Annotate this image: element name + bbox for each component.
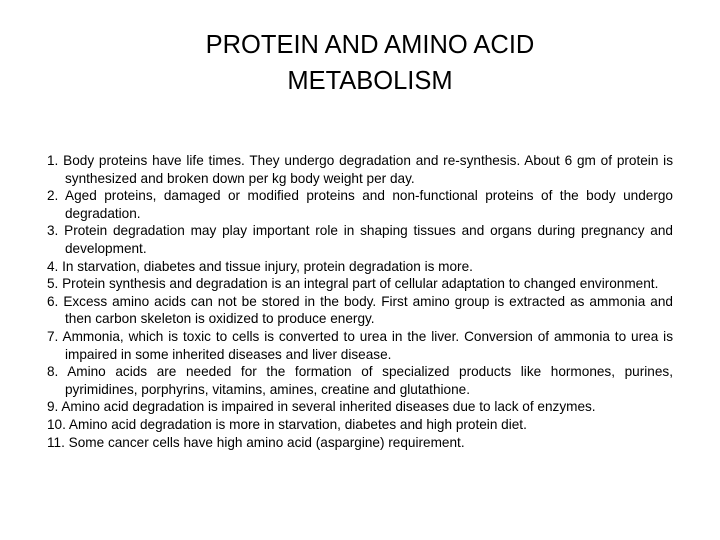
point-item-11: 11. Some cancer cells have high amino acid (aspargine) requirement. [47, 434, 465, 450]
point-item-8: 8. Amino acids are needed for the formation of specialized products like hormones, purines, pyrimidines, porphyrins, vitamins, amines, creatine and glutathione. [47, 364, 673, 397]
point-item-10: 10. Amino acid degradation is more in starvation, diabetes and high protein diet. [47, 416, 527, 432]
point-item-5: 5. Protein synthesis and degradation is an integral part of cellular adaptation to changed environment. [47, 276, 659, 292]
point-item-7: 7. Ammonia, which is toxic to cells is converted to urea in the liver. Conversion of ammonia to urea is impaired in some inherited diseases and liver disease. [47, 328, 673, 362]
point-item-6: 6. Excess amino acids can not be stored in the body. First amino group is extracted as ammonia and then carbon skeleton is oxidized to produce energy. [47, 293, 673, 327]
point-list [47, 152, 673, 451]
point-item-9: 9. Amino acid degradation is impaired in several inherited diseases due to lack of enzymes. [47, 399, 596, 415]
slide-title [0, 27, 720, 99]
point-item-2: 2. Aged proteins, damaged or modified proteins and non-functional proteins of the body undergo degradation. [47, 188, 673, 221]
slide-title-line-1: PROTEIN AND AMINO ACID [205, 31, 535, 59]
point-item-1: 1. Body proteins have life times. They undergo degradation and re-synthesis. About 6 gm of protein is synthesized and broken down per kg body weight per day. [47, 153, 673, 186]
point-item-4: 4. In starvation, diabetes and tissue injury, protein degradation is more. [47, 258, 473, 274]
point-item-3: 3. Protein degradation may play important role in shaping tissues and organs during pregnancy and development. [47, 223, 673, 256]
slide-title-line-2: METABOLISM [287, 67, 453, 95]
